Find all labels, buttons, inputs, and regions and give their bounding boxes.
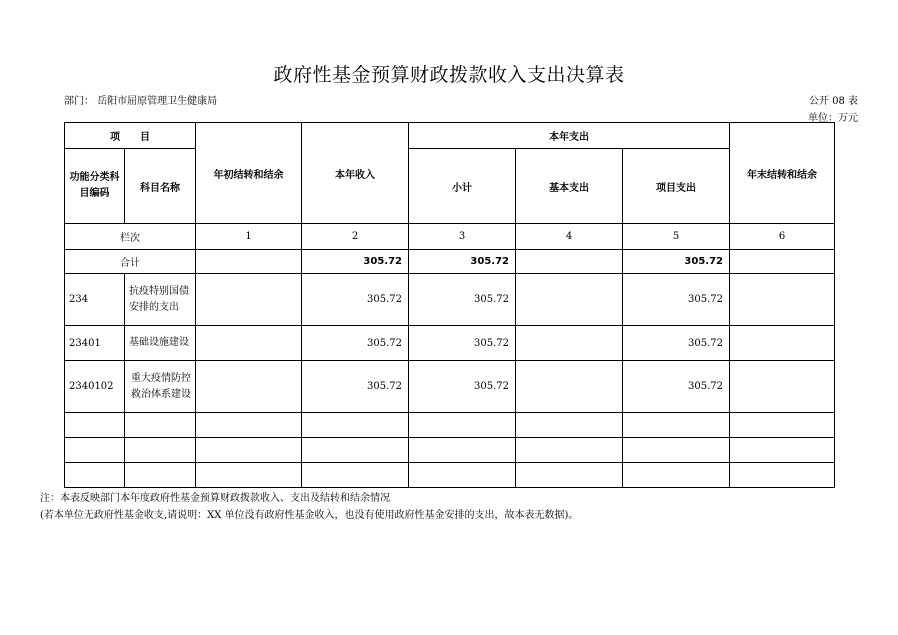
header-project: 项目支出 — [623, 149, 730, 224]
row-subtotal: 305.72 — [409, 326, 516, 361]
row-code: 23401 — [65, 326, 125, 361]
empty-row — [65, 413, 835, 438]
row-basic — [516, 326, 623, 361]
row-income: 305.72 — [302, 274, 409, 326]
column-index-row — [65, 224, 835, 250]
table-row — [65, 274, 835, 326]
budget-table — [64, 122, 835, 488]
header-func-code: 功能分类科目编码 — [65, 149, 125, 224]
table-row — [65, 361, 835, 413]
row-basic — [516, 361, 623, 413]
row-code: 2340102 — [65, 361, 125, 413]
row-begin — [196, 274, 302, 326]
col-index-label: 栏次 — [65, 224, 196, 250]
col-index-2: 2 — [302, 224, 409, 250]
col-index-6: 6 — [730, 224, 835, 250]
header-income: 本年收入 — [302, 123, 409, 224]
row-code: 234 — [65, 274, 125, 326]
row-name: 基础设施建设 — [125, 326, 196, 361]
total-income: 305.72 — [302, 250, 409, 274]
department-label: 部门： 岳阳市屈原管理卫生健康局 — [64, 96, 218, 107]
header-begin-balance: 年初结转和结余 — [196, 123, 302, 224]
col-index-5: 5 — [623, 224, 730, 250]
header-end-balance: 年末结转和结余 — [730, 123, 835, 224]
empty-row — [65, 463, 835, 488]
row-basic — [516, 274, 623, 326]
row-begin — [196, 361, 302, 413]
page-title: 政府性基金预算财政拨款收入支出决算表 — [273, 64, 625, 86]
row-subtotal: 305.72 — [409, 361, 516, 413]
col-index-4: 4 — [516, 224, 623, 250]
total-label: 合计 — [65, 250, 196, 274]
total-subtotal: 305.72 — [409, 250, 516, 274]
footnote-1: 注：本表反映部门本年度政府性基金预算财政拨款收入、支出及结转和结余情况 — [40, 493, 390, 504]
footnote-2: (若本单位无政府性基金收支,请说明：XX 单位没有政府性基金收入，也没有使用政府性基金安排的支出，故本表无数据)。 — [40, 510, 579, 521]
row-name: 重大疫情防控救治体系建设 — [125, 361, 196, 413]
row-name: 抗疫特别国债安排的支出 — [125, 274, 196, 326]
row-income: 305.72 — [302, 361, 409, 413]
total-end — [730, 250, 835, 274]
header-subject-name: 科目名称 — [125, 149, 196, 224]
row-end — [730, 326, 835, 361]
header-item: 项 目 — [65, 123, 196, 149]
form-number: 公开 08 表 — [808, 96, 858, 107]
total-basic — [516, 250, 623, 274]
empty-row — [65, 438, 835, 463]
row-end — [730, 361, 835, 413]
table-row — [65, 326, 835, 361]
header-subtotal: 小计 — [409, 149, 516, 224]
total-begin — [196, 250, 302, 274]
row-project: 305.72 — [623, 274, 730, 326]
col-index-3: 3 — [409, 224, 516, 250]
col-index-1: 1 — [196, 224, 302, 250]
row-project: 305.72 — [623, 326, 730, 361]
row-subtotal: 305.72 — [409, 274, 516, 326]
total-row — [65, 250, 835, 274]
row-begin — [196, 326, 302, 361]
row-project: 305.72 — [623, 361, 730, 413]
row-income: 305.72 — [302, 326, 409, 361]
unit-label: 单位：万元 — [808, 113, 858, 124]
header-expenditure: 本年支出 — [409, 123, 730, 149]
total-project: 305.72 — [623, 250, 730, 274]
row-end — [730, 274, 835, 326]
header-basic: 基本支出 — [516, 149, 623, 224]
